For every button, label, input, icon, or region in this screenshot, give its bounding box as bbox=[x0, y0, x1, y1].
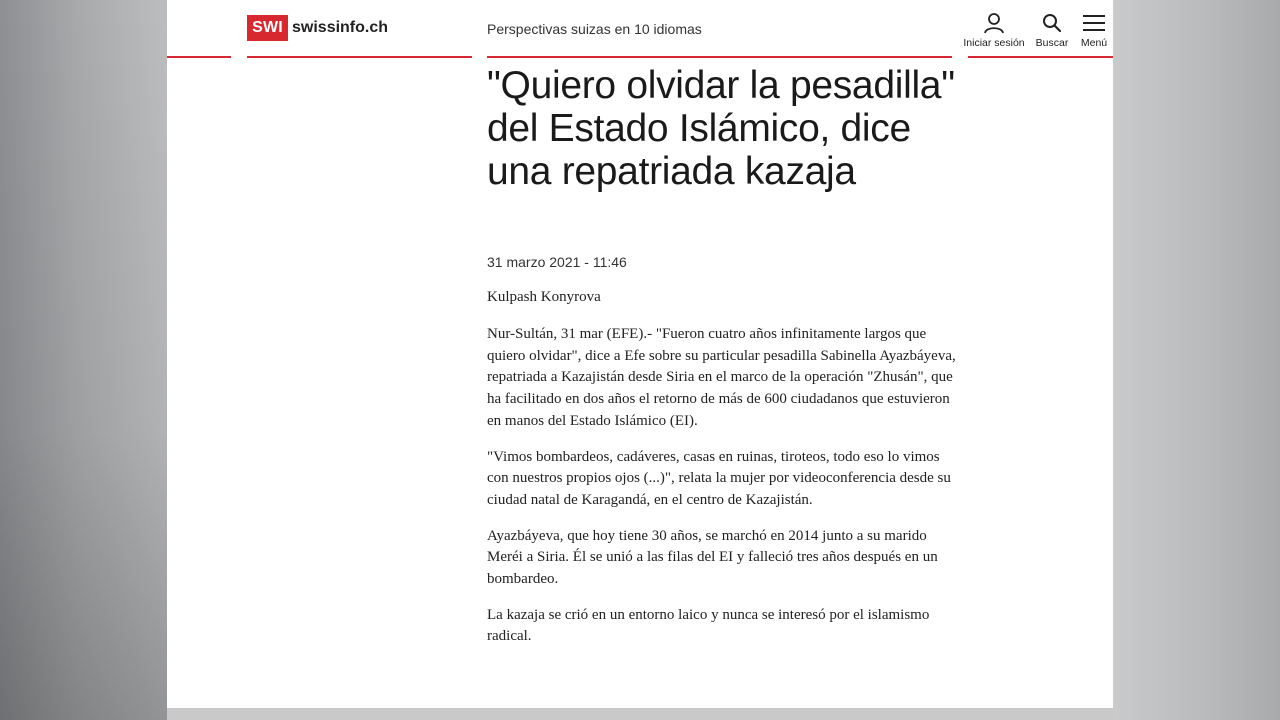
hamburger-icon bbox=[1082, 12, 1106, 34]
header-rule-center bbox=[487, 56, 952, 58]
user-icon bbox=[983, 12, 1005, 34]
search-button[interactable] bbox=[1033, 12, 1071, 49]
logo-text: swissinfo.ch bbox=[292, 19, 389, 36]
article-header bbox=[487, 64, 957, 193]
menu-button[interactable] bbox=[1079, 12, 1109, 49]
article-date: 31 marzo 2021 - 11:46 bbox=[487, 254, 627, 270]
background-right bbox=[1113, 0, 1280, 720]
article-paragraph: Nur-Sultán, 31 mar (EFE).- "Fueron cuatro años infinitamente largos que quiero olvidar", dice a Efe sobre su particular pesadilla Sabinella Ayazbáyeva, repatriada a Kazajistán desde Siria en el marco de la operación "Zhusán", que ha facilitado en dos años el retorno de más de 600 ciudadanos que estuvieron en manos del Estado Islámico (EI). bbox=[487, 326, 956, 429]
article-paragraph: "Vimos bombardeos, cadáveres, casas en ruinas, tiroteos, todo eso lo vimos con nuestros propios ojos (...)", relata la mujer por videoconferencia desde su ciudad natal de Karagandá, en el centro de Kazajistán. bbox=[487, 448, 951, 508]
logo-mark: SWI bbox=[247, 15, 288, 41]
site-tagline: Perspectivas suizas en 10 idiomas bbox=[487, 21, 702, 37]
background-left bbox=[0, 0, 167, 720]
article-page bbox=[167, 0, 1113, 708]
login-label: Iniciar sesión bbox=[963, 37, 1025, 49]
article-author: Kulpash Konyrova bbox=[487, 289, 601, 305]
search-label: Buscar bbox=[1035, 37, 1069, 49]
menu-label: Menú bbox=[1080, 37, 1108, 49]
article-paragraph: Ayazbáyeva, que hoy tiene 30 años, se marchó en 2014 junto a su marido Meréi a Siria. Él se unió a las filas del EI y falleció tres años después en un bombardeo. bbox=[487, 527, 938, 588]
page-bottom-edge bbox=[167, 708, 1113, 720]
article-paragraph: La kazaja se crió en un entorno laico y nunca se interesó por el islamismo radical. bbox=[487, 606, 930, 645]
site-logo[interactable] bbox=[247, 15, 388, 41]
header-rule-right bbox=[968, 56, 1113, 58]
search-icon bbox=[1041, 12, 1063, 34]
article-body bbox=[487, 324, 957, 662]
article-title: "Quiero olvidar la pesadilla" del Estado Islámico, dice una repatriada kazaja bbox=[487, 64, 955, 193]
login-button[interactable] bbox=[963, 12, 1025, 49]
header-rule-main bbox=[247, 56, 472, 58]
header-rule-left bbox=[167, 56, 231, 58]
